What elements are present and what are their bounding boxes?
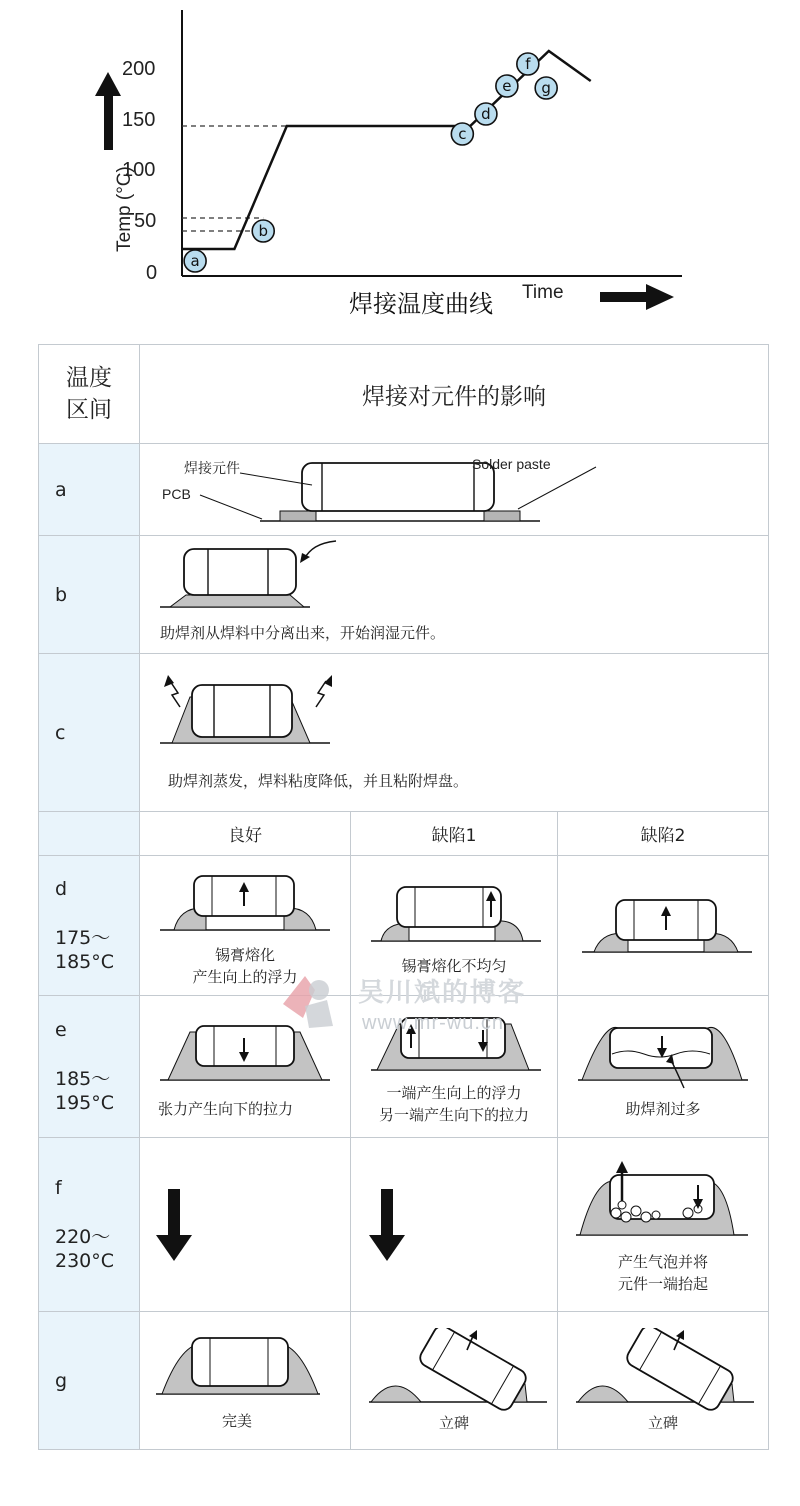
row-temp-range [55,1225,139,1273]
stage-d-defect2-cell [558,856,769,996]
stage-marker-label: f [525,55,531,73]
y-tick-label: 200 [122,58,156,80]
range-line: 175～ [55,926,111,949]
stage-g-defect2-cell [558,1312,769,1450]
stage-marker-label: g [541,79,551,97]
caption-line: 锡膏熔化不均匀 [401,956,507,975]
excess-flux-diagram [558,1014,767,1098]
y-tick-label: 50 [134,210,157,232]
x-axis-label: Time [522,282,564,303]
stage-e-good-caption [140,1098,350,1120]
row-label-text: d [55,877,68,900]
component-on-paste-diagram [140,445,766,535]
caption-line: 立碑 [648,1413,679,1432]
up-arrow-icon [95,72,121,150]
stage-f-defect2-caption [558,1251,768,1295]
range-line: 195°C [55,1091,115,1114]
temperature-profile-line [182,51,591,249]
stage-g-good-cell [140,1312,351,1450]
watermark-name: 吴川斌的博客 [358,978,527,1008]
uneven-melt-diagram [351,875,556,955]
caption-line: 张力产生向下的拉力 [158,1099,294,1118]
stage-g-defect1-cell [351,1312,558,1450]
caption-line: 产生向上的浮力 [192,967,298,986]
stage-g-good-caption [140,1410,350,1432]
table-row [39,1138,769,1312]
range-line: 230°C [55,1249,115,1272]
flux-wetting-diagram [140,537,766,653]
col-header-good: 良好 [140,812,351,856]
stage-f-defect2-cell [558,1138,769,1312]
row-temp-range [55,1067,139,1115]
bubble-lift-diagram [558,1155,767,1251]
perfect-joint-diagram [140,1330,349,1410]
soldering-effects-table [38,344,769,1450]
stage-e-defect2-cell [558,996,769,1138]
right-arrow-icon [600,284,674,310]
stage-c-caption: 助焊剂蒸发，焊料粘度降低，并且粘附焊盘。 [168,771,469,790]
stage-g-defect1-caption [351,1412,557,1434]
watermark-logo [275,966,345,1036]
corner-label-line: 区间 [66,397,112,423]
caption-line: 完美 [222,1411,253,1430]
subheader-blank [39,812,140,856]
flux-evaporation-diagram [140,655,766,811]
range-line: 220～ [55,1225,111,1248]
y-axis-label: Temp (°C) [114,166,135,252]
buoyancy-defect2-diagram [558,886,767,966]
component-label: 焊接元件 [184,460,240,477]
pcb-label: PCB [162,485,191,502]
caption-line: 产生气泡并将 [618,1252,709,1271]
caption-line: 助焊剂过多 [625,1099,701,1118]
caption-line: 立碑 [438,1413,469,1432]
table-row [39,444,769,536]
down-arrow-icon [140,1139,349,1311]
row-label-a [39,444,140,536]
stage-c-figure-cell [140,654,769,812]
stage-f-good-cell [140,1138,351,1312]
caption-line: 另一端产生向下的拉力 [378,1105,529,1124]
corner-label-line: 温度 [66,365,112,391]
table-row [39,654,769,812]
y-tick-label: 0 [146,262,158,284]
range-line: 185～ [55,1067,111,1090]
table-subheader-row [39,812,769,856]
table-title: 焊接对元件的影响 [140,345,769,444]
temperature-range-header [39,345,140,444]
row-label-text: b [55,583,68,606]
row-label-text: c [55,721,66,744]
stage-marker-label: c [458,125,467,143]
stage-e-defect2-caption [558,1098,768,1120]
stage-g-defect2-caption [558,1412,768,1434]
stage-e-defect1-caption [351,1082,557,1126]
row-label-f [39,1138,140,1312]
row-label-b [39,536,140,654]
row-label-g [39,1312,140,1450]
tombstone-diagram [351,1328,556,1412]
stage-marker-label: b [258,222,268,240]
caption-line: 元件一端抬起 [618,1274,709,1293]
range-line: 185°C [55,950,115,973]
row-label-text: a [55,478,67,501]
stage-marker-label: d [481,105,491,123]
row-label-c [39,654,140,812]
watermark-url: www.mr-wu.cn [362,1012,505,1034]
row-label-e [39,996,140,1138]
table-row [39,1312,769,1450]
chart-caption: 焊接温度曲线 [349,290,493,318]
buoyancy-good-diagram [140,864,349,944]
stage-f-defect1-cell [351,1138,558,1312]
tombstone-diagram [558,1328,767,1412]
col-header-defect2: 缺陷2 [558,812,769,856]
y-tick-label: 150 [122,109,156,131]
row-temp-range [55,926,139,974]
row-label-text: e [55,1018,67,1041]
row-label-text: f [55,1176,62,1199]
y-tick-label: 100 [122,159,156,181]
solder-paste-label: Solder paste [472,455,551,472]
caption-line: 锡膏熔化 [214,945,275,964]
row-label-d [39,856,140,996]
caption-line: 一端产生向上的浮力 [386,1083,522,1102]
row-label-text: g [55,1369,68,1392]
stage-a-figure-cell [140,444,769,536]
stage-b-figure-cell [140,536,769,654]
down-arrow-icon [351,1139,556,1311]
stage-b-caption: 助焊剂从焊料中分离出来，开始润湿元件。 [160,623,446,642]
table-row [39,536,769,654]
table-header-row [39,345,769,444]
col-header-defect1: 缺陷1 [351,812,558,856]
stage-marker-label: e [502,77,512,95]
stage-marker-label: a [190,252,200,270]
